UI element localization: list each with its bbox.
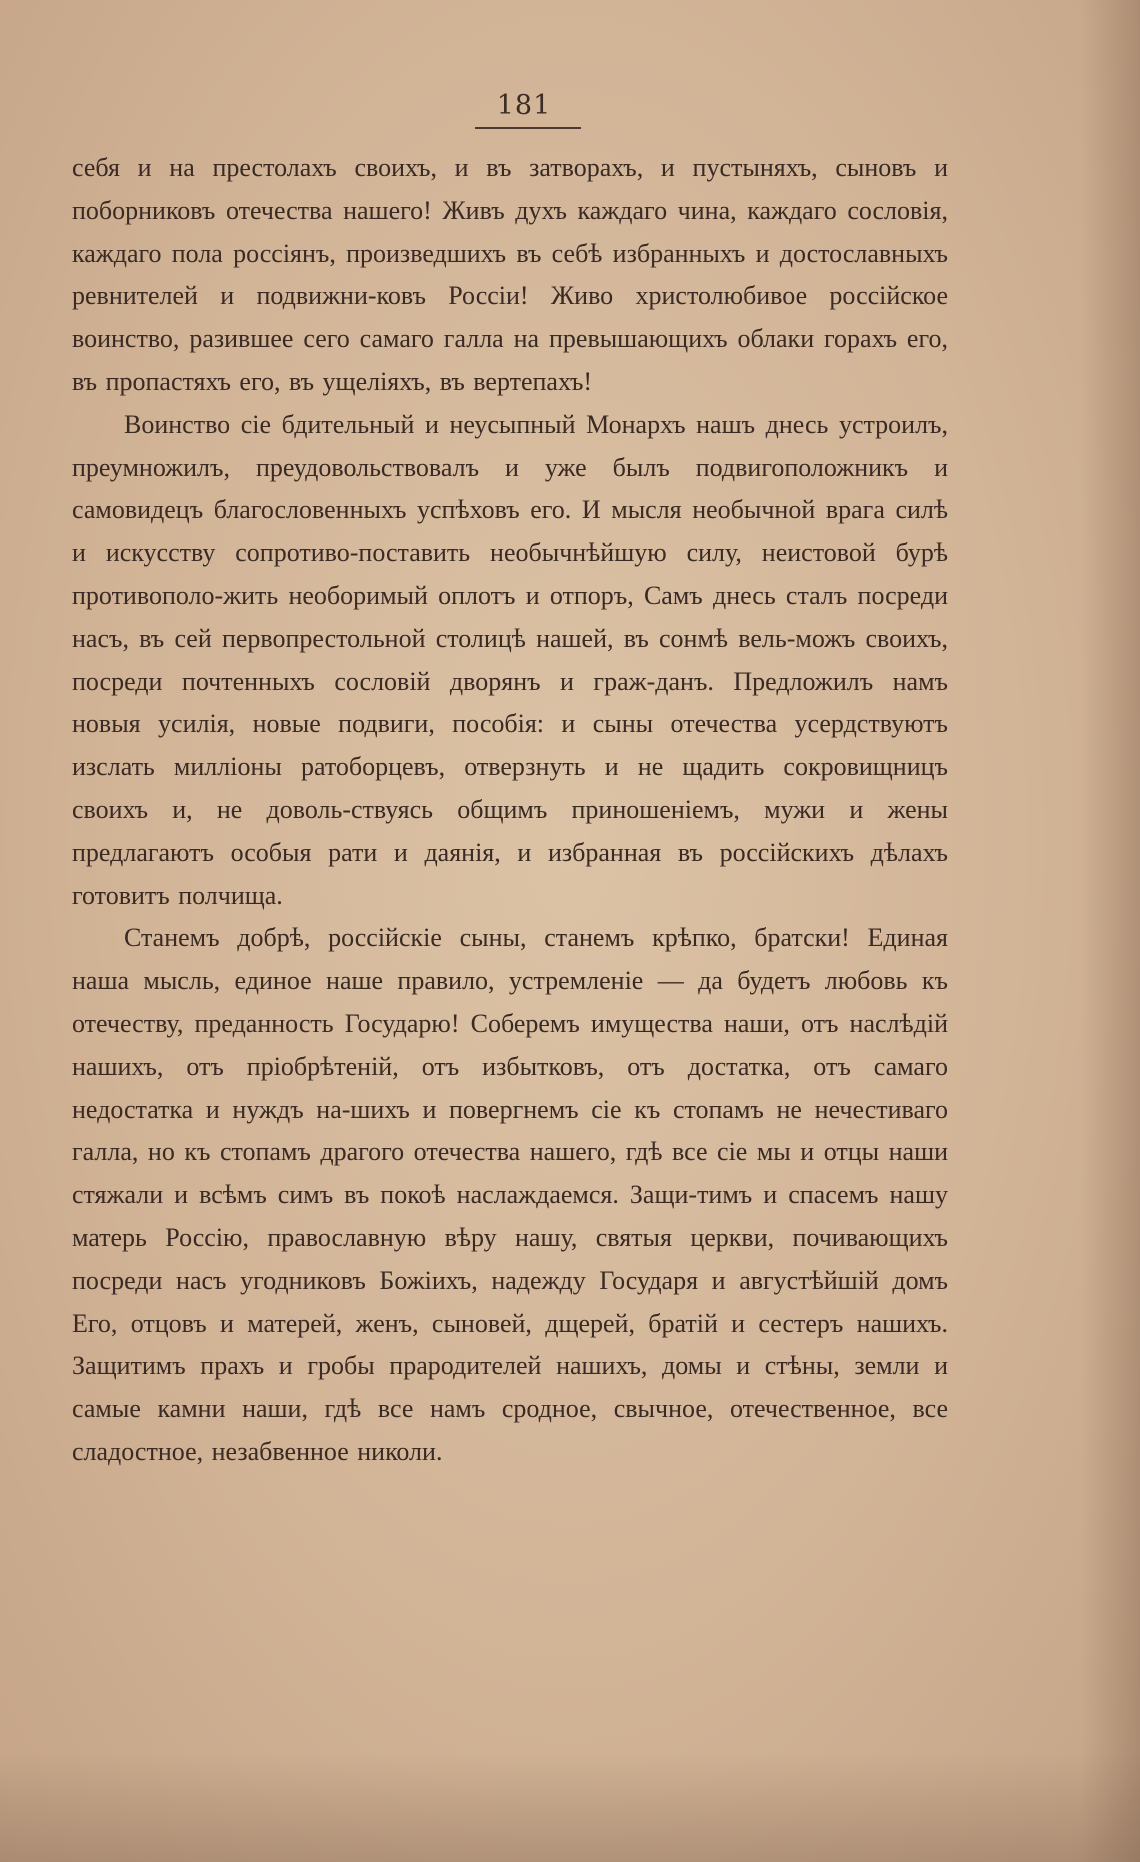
page-bottom-shadow — [0, 1752, 1140, 1862]
page-edge-shadow — [1080, 0, 1140, 1862]
paragraph-2: Воинство сіе бдительный и неусыпный Монархъ нашъ днесь устроилъ, преумножилъ, преудовольствовалъ и уже былъ подвигоположникъ и самовидецъ благословенныхъ успѣховъ его. И мысля необычной врага силѣ и искусству сопротиво-поставить необычнѣйшую силу, неистовой бурѣ противополо-жить необоримый оплотъ и отпоръ, Самъ днесь сталъ посреди насъ, въ сей первопрестольной столицѣ нашей, въ сонмѣ вель-можъ своихъ, посреди почтенныхъ сословій дворянъ и граж-данъ. Предложилъ намъ новыя усилія, новые подвиги, пособія: и сыны отечества усердствуютъ изслать милліоны ратоборцевъ, отверзнуть и не щадить сокровищницъ своихъ и, не доволь-ствуясь общимъ приношеніемъ, мужи и жены предлагаютъ особыя рати и даянія, и избранная въ россійскихъ дѣлахъ готовитъ полчища. — [72, 409, 948, 910]
book-page — [72, 86, 948, 1474]
page-number: 181 — [496, 90, 552, 121]
paragraph-1: себя и на престолахъ своихъ, и въ затворахъ, и пустыняхъ, сыновъ и поборниковъ отечества нашего! Живъ духъ каждаго чина, каждаго сословія, каждаго пола россіянъ, произведшихъ въ себѣ избранныхъ и достославныхъ ревнителей и подвижни-ковъ Россіи! Живо христолюбивое россійское воинство, разившее сего самаго галла на превышающихъ облаки горахъ его, въ пропастяхъ его, въ ущеліяхъ, въ вертепахъ! — [72, 153, 948, 396]
page-number-rule — [475, 127, 581, 129]
paragraph-3: Станемъ добрѣ, россійскіе сыны, станемъ крѣпко, братски! Единая наша мысль, единое наше правило, устремленіе — да будетъ любовь къ отечеству, преданность Государю! Соберемъ имущества наши, отъ наслѣдій нашихъ, отъ пріобрѣтеній, отъ избытковъ, отъ достатка, отъ самаго недостатка и нуждъ на-шихъ и повергнемъ сіе къ стопамъ не нечестиваго галла, но къ стопамъ драгого отечества нашего, гдѣ все сіе мы и отцы наши стяжали и всѣмъ симъ въ покоѣ наслаждаемся. Защи-тимъ и спасемъ нашу матерь Россію, православную вѣру нашу, святыя церкви, почивающихъ посреди насъ угодниковъ Божіихъ, надежду Государя и августѣйшій домъ Его, отцовъ и матерей, женъ, сыновей, дщерей, братій и сестеръ нашихъ. Защитимъ прахъ и гробы прародителей нашихъ, домы и стѣны, земли и самые камни наши, гдѣ все намъ сродное, свычное, отечественное, все сладостное, незабвенное николи. — [72, 923, 948, 1466]
